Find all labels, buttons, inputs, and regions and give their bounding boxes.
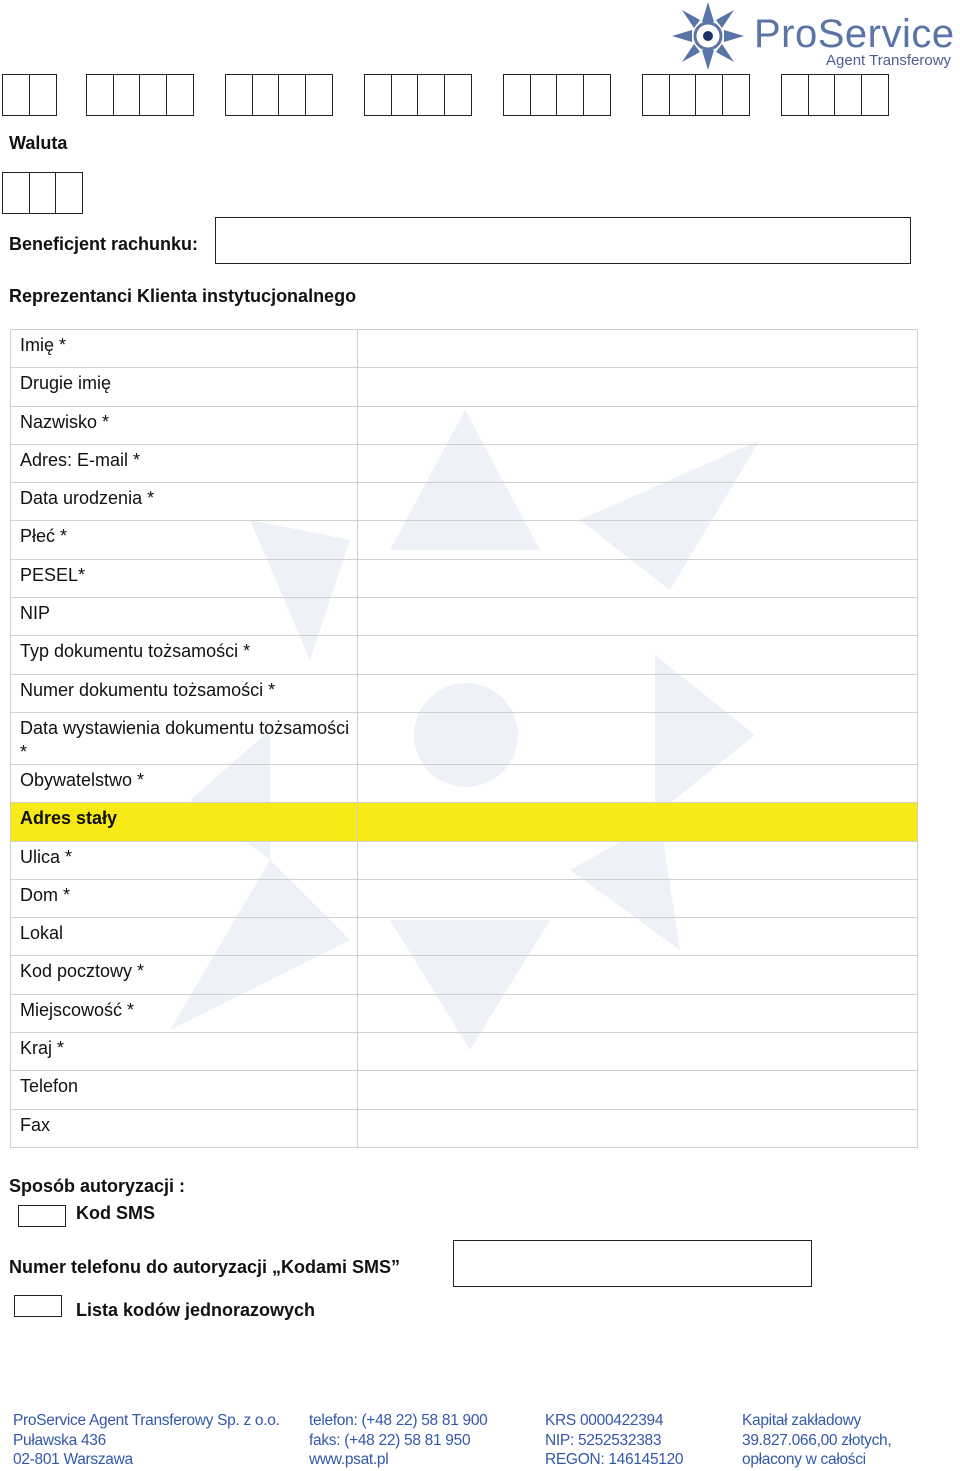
section-row	[11, 803, 918, 841]
form-row	[11, 841, 918, 879]
beneficiary-label: Beneficjent rachunku:	[9, 234, 199, 254]
form-row	[11, 918, 918, 956]
field-label: Obywatelstwo *	[11, 764, 358, 802]
field-label: Drugie imię	[11, 368, 358, 406]
field-label: Miejscowość *	[11, 994, 358, 1032]
footer-line: www.psat.pl	[309, 1451, 389, 1468]
field-input[interactable]	[357, 1071, 917, 1109]
field-label: Lokal	[11, 918, 358, 956]
footer-line: KRS 0000422394	[545, 1412, 664, 1429]
digit-cell[interactable]	[252, 74, 280, 116]
digit-cell[interactable]	[556, 74, 584, 116]
currency-cell[interactable]	[29, 172, 57, 214]
field-label: Data wystawienia dokumentu tożsamości *	[11, 712, 358, 764]
field-input[interactable]	[357, 559, 917, 597]
form-row	[11, 636, 918, 674]
field-label: Kod pocztowy *	[11, 956, 358, 994]
field-label: Adres stały	[11, 803, 358, 841]
sms-code-checkbox[interactable]	[18, 1205, 66, 1227]
field-input[interactable]	[357, 994, 917, 1032]
form-row	[11, 994, 918, 1032]
field-input[interactable]	[357, 444, 917, 482]
digit-cell[interactable]	[669, 74, 697, 116]
field-label: NIP	[11, 598, 358, 636]
field-input[interactable]	[357, 1109, 917, 1147]
field-label: PESEL*	[11, 559, 358, 597]
footer-line: Kapitał zakładowy	[742, 1412, 861, 1429]
footer-line: faks: (+48 22) 58 81 950	[309, 1431, 471, 1449]
field-input[interactable]	[357, 521, 917, 559]
sms-phone-input[interactable]	[453, 1240, 812, 1287]
account-number-group[interactable]	[225, 74, 331, 116]
account-number-group[interactable]	[781, 74, 887, 116]
footer-line: 39.827.066,00 złotych,	[742, 1431, 892, 1449]
footer-line: opłacony w całości	[742, 1451, 866, 1468]
digit-cell[interactable]	[391, 74, 419, 116]
logo-subtitle: Agent Transferowy	[826, 52, 952, 69]
field-label: Telefon	[11, 1071, 358, 1109]
account-number-group[interactable]	[86, 74, 192, 116]
field-input[interactable]	[357, 598, 917, 636]
field-label: Fax	[11, 1109, 358, 1147]
form-row	[11, 521, 918, 559]
star-logo-icon	[668, 0, 748, 72]
field-input[interactable]	[357, 406, 917, 444]
field-label: Płeć *	[11, 521, 358, 559]
footer-line: ProService Agent Transferowy Sp. z o.o.	[13, 1412, 280, 1429]
field-label: Numer dokumentu tożsamości *	[11, 674, 358, 712]
digit-cell[interactable]	[808, 74, 836, 116]
representative-form-table	[10, 329, 918, 1148]
footer-line: 02-801 Warszawa	[13, 1451, 133, 1468]
field-input[interactable]	[357, 674, 917, 712]
one-time-codes-checkbox[interactable]	[14, 1295, 62, 1317]
digit-cell[interactable]	[139, 74, 167, 116]
digit-cell[interactable]	[2, 74, 30, 116]
footer-line: REGON: 146145120	[545, 1451, 684, 1468]
footer-company-address	[13, 1411, 280, 1470]
account-number-group[interactable]	[503, 74, 609, 116]
digit-cell[interactable]	[861, 74, 889, 116]
field-input[interactable]	[357, 712, 917, 764]
field-label: Nazwisko *	[11, 406, 358, 444]
field-label: Typ dokumentu tożsamości *	[11, 636, 358, 674]
form-row	[11, 559, 918, 597]
footer-capital	[742, 1411, 891, 1470]
form-row	[11, 1071, 918, 1109]
digit-cell[interactable]	[781, 74, 809, 116]
digit-cell[interactable]	[166, 74, 194, 116]
field-label: Data urodzenia *	[11, 483, 358, 521]
form-row	[11, 764, 918, 802]
section-cell	[357, 803, 917, 841]
digit-cell[interactable]	[503, 74, 531, 116]
representatives-heading: Reprezentanci Klienta instytucjonalnego	[9, 286, 357, 306]
field-input[interactable]	[357, 841, 917, 879]
digit-cell[interactable]	[530, 74, 558, 116]
form-row	[11, 1033, 918, 1071]
digit-cell[interactable]	[722, 74, 750, 116]
digit-cell[interactable]	[695, 74, 723, 116]
sms-code-label: Kod SMS	[76, 1203, 155, 1223]
logo-name: ProService	[754, 12, 955, 56]
field-input[interactable]	[357, 483, 917, 521]
digit-cell[interactable]	[642, 74, 670, 116]
digit-cell[interactable]	[305, 74, 333, 116]
form-row	[11, 674, 918, 712]
form-row	[11, 712, 918, 764]
field-label: Kraj *	[11, 1033, 358, 1071]
field-label: Adres: E-mail *	[11, 444, 358, 482]
field-input[interactable]	[357, 764, 917, 802]
field-input[interactable]	[357, 636, 917, 674]
field-label: Dom *	[11, 879, 358, 917]
account-number-group[interactable]	[642, 74, 748, 116]
form-row	[11, 956, 918, 994]
form-row	[11, 406, 918, 444]
currency-cell[interactable]	[55, 172, 83, 214]
digit-cell[interactable]	[278, 74, 306, 116]
footer-line: telefon: (+48 22) 58 81 900	[309, 1412, 488, 1429]
digit-cell[interactable]	[364, 74, 392, 116]
form-row	[11, 483, 918, 521]
company-logo	[668, 0, 960, 72]
currency-cell[interactable]	[2, 172, 30, 214]
digit-cell[interactable]	[29, 74, 57, 116]
form-row	[11, 1109, 918, 1147]
authorization-heading: Sposób autoryzacji :	[9, 1176, 186, 1196]
field-input[interactable]	[357, 368, 917, 406]
form-row	[11, 598, 918, 636]
currency-label: Waluta	[9, 133, 68, 153]
one-time-codes-label: Lista kodów jednorazowych	[76, 1300, 316, 1320]
footer-contact	[309, 1411, 487, 1470]
field-label: Ulica *	[11, 841, 358, 879]
digit-cell[interactable]	[86, 74, 114, 116]
digit-cell[interactable]	[113, 74, 141, 116]
form-row	[11, 330, 918, 368]
form-row	[11, 879, 918, 917]
digit-cell[interactable]	[444, 74, 472, 116]
digit-cell[interactable]	[417, 74, 445, 116]
beneficiary-input[interactable]	[215, 217, 911, 264]
field-input[interactable]	[357, 330, 917, 368]
field-input[interactable]	[357, 956, 917, 994]
field-input[interactable]	[357, 879, 917, 917]
footer-registry	[545, 1411, 683, 1470]
digit-cell[interactable]	[225, 74, 253, 116]
footer-line: Puławska 436	[13, 1431, 106, 1449]
footer-line: NIP: 5252532383	[545, 1431, 662, 1449]
account-number-group[interactable]	[364, 74, 470, 116]
digit-cell[interactable]	[583, 74, 611, 116]
field-input[interactable]	[357, 918, 917, 956]
digit-cell[interactable]	[834, 74, 862, 116]
account-number-group[interactable]	[2, 74, 55, 116]
currency-input[interactable]	[2, 172, 82, 214]
form-row	[11, 444, 918, 482]
form-row	[11, 368, 918, 406]
field-input[interactable]	[357, 1033, 917, 1071]
field-label: Imię *	[11, 330, 358, 368]
sms-phone-label: Numer telefonu do autoryzacji „Kodami SMS”	[9, 1257, 401, 1277]
